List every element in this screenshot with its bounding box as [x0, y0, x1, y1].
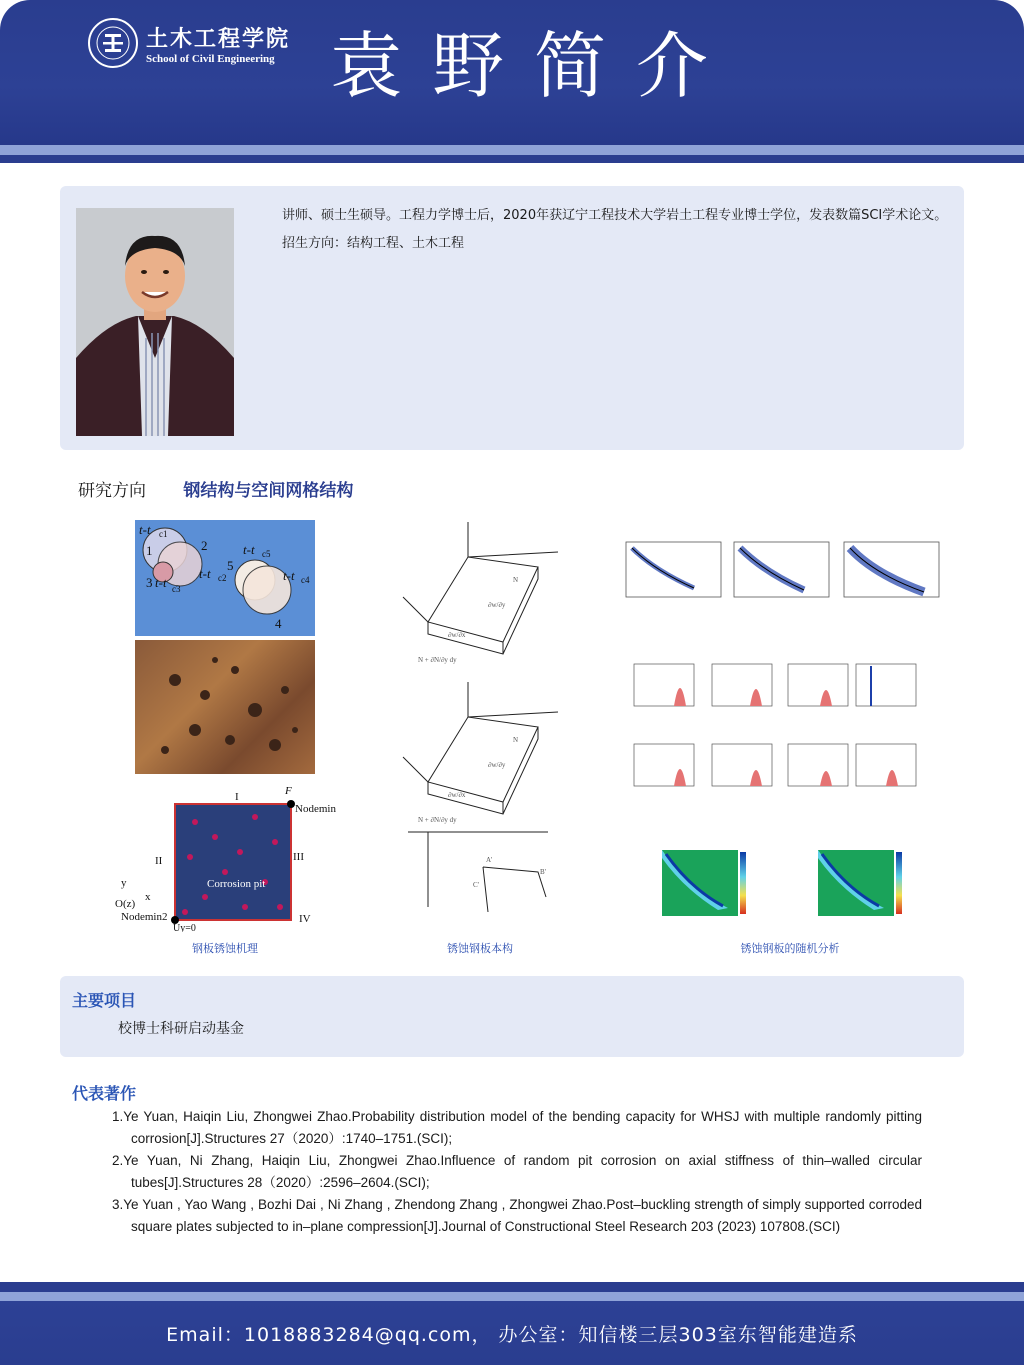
figure-caption-3: 锈蚀钢板的随机分析: [740, 942, 840, 955]
label-uy: Uy=0: [173, 923, 196, 932]
school-logo: [88, 18, 290, 68]
footer-contact: Email：1018883284@qq.com， 办公室：知信楼三层303室东智能建造系: [166, 1323, 858, 1346]
research-label: 研究方向: [78, 481, 146, 501]
header-banner: [0, 0, 1024, 145]
label-tc5: t-t: [243, 542, 255, 557]
label-pit3: 3: [146, 575, 153, 590]
label-nodemin2: Nodemin2: [121, 911, 168, 923]
svg-text:∂w/∂y: ∂w/∂y: [488, 761, 506, 769]
label-pit2: 2: [201, 538, 208, 553]
footer-banner: [0, 1301, 1024, 1365]
contour-plots: [648, 848, 910, 926]
logo-english-name: School of Civil Engineering: [146, 52, 275, 65]
profile-photo: [76, 208, 234, 436]
label-pit1: 1: [146, 543, 153, 558]
label-pit5: 5: [227, 558, 234, 573]
svg-text:N + ∂N/∂y dy: N + ∂N/∂y dy: [418, 816, 457, 824]
footer-stripe-dark: [0, 1282, 1024, 1292]
label-tc2-sub: c2: [218, 573, 227, 583]
svg-text:N: N: [513, 736, 519, 744]
figure-caption-1: 钢板锈蚀机理: [192, 942, 258, 955]
intro-paragraph-bio: 讲师、硕士生硕导。工程力学博士后，2020年获辽宁工程技术大学岩土工程专业博士学位，发表数篇SCI学术论文。: [282, 208, 948, 223]
stochastic-curves: [624, 540, 940, 600]
label-nodemin: Nodemin: [295, 803, 336, 815]
figure-caption-2: 锈蚀钢板本构: [447, 942, 513, 955]
logo-chinese-name: 土木工程学院: [146, 25, 291, 52]
project-item: 校博士科研启动基金: [118, 1021, 244, 1037]
label-edge-I: I: [235, 791, 239, 803]
label-edge-III: III: [293, 851, 304, 863]
header-stripe-dark: [0, 155, 1024, 163]
publication-item: 3.Ye Yuan , Yao Wang , Bozhi Dai , Ni Zhang , Zhendong Zhang , Zhongwei Zhao.Post–buckling strength of simply supported corroded square plates subjected to in–plane compression[J].Journal of Constructional Steel Research 203 (2023) 107808.(SCI): [112, 1197, 922, 1234]
publications-list: [112, 1106, 922, 1238]
projects-heading: 主要项目: [72, 991, 137, 1010]
label-tc4-sub: c4: [301, 575, 310, 585]
label-force: F: [285, 785, 292, 797]
label-edge-II: II: [155, 855, 163, 867]
svg-text:N: N: [513, 576, 519, 584]
probability-histograms: [624, 660, 920, 800]
svg-text:∂w/∂x: ∂w/∂x: [448, 791, 466, 799]
label-edge-IV: IV: [299, 913, 311, 925]
intro-paragraph-recruitment: 招生方向：结构工程、土木工程: [282, 236, 465, 251]
plate-model-diagram: [115, 782, 337, 932]
publication-item: 1.Ye Yuan, Haiqin Liu, Zhongwei Zhao.Probability distribution model of the bending capacity for WHSJ with multiple randomly pitting corrosion[J].Structures 27（2020）:1740–1751.(SCI);: [112, 1109, 922, 1146]
page-title: 袁野简介: [330, 24, 739, 108]
svg-text:A': A': [486, 856, 493, 864]
publications-heading: 代表著作: [72, 1084, 137, 1103]
label-tc2: t-t: [199, 566, 211, 581]
pit-overlap-diagram: [135, 520, 315, 636]
research-topic: 钢结构与空间网格结构: [183, 481, 354, 501]
label-origin: O(z): [115, 898, 136, 910]
svg-text:N + ∂N/∂y dy: N + ∂N/∂y dy: [418, 656, 457, 664]
label-corrosion-pit: Corrosion pit: [207, 878, 266, 890]
svg-text:∂w/∂x: ∂w/∂x: [448, 631, 466, 639]
label-tc5-sub: c5: [262, 549, 271, 559]
header-stripe-light: [0, 145, 1024, 155]
label-tc3: t-t: [155, 575, 167, 590]
label-tc1-sub: c1: [159, 529, 168, 539]
label-axis-y: y: [121, 877, 127, 889]
label-pit4: 4: [275, 616, 282, 631]
label-axis-x: x: [145, 891, 151, 903]
svg-text:B': B': [540, 868, 546, 876]
label-tc4: t-t: [283, 568, 295, 583]
svg-text:∂w/∂y: ∂w/∂y: [488, 601, 506, 609]
research-direction: [78, 476, 353, 501]
svg-text:C': C': [473, 881, 479, 889]
rusted-plate-photo: [135, 640, 315, 774]
footer-stripe-light: [0, 1292, 1024, 1301]
projects-panel: [60, 976, 964, 1057]
label-tc1: t-t: [139, 522, 151, 537]
label-tc3-sub: c3: [172, 584, 181, 594]
publication-item: 2.Ye Yuan, Ni Zhang, Haiqin Liu, Zhongwei Zhao.Influence of random pit corrosion on axial stiffness of thin–walled circular tubes[J].Structures 28（2020）:2596–2604.(SCI);: [112, 1153, 922, 1190]
school-emblem-icon: [88, 18, 138, 68]
plate-element-diagram: [388, 512, 570, 930]
intro-text: [252, 202, 952, 258]
